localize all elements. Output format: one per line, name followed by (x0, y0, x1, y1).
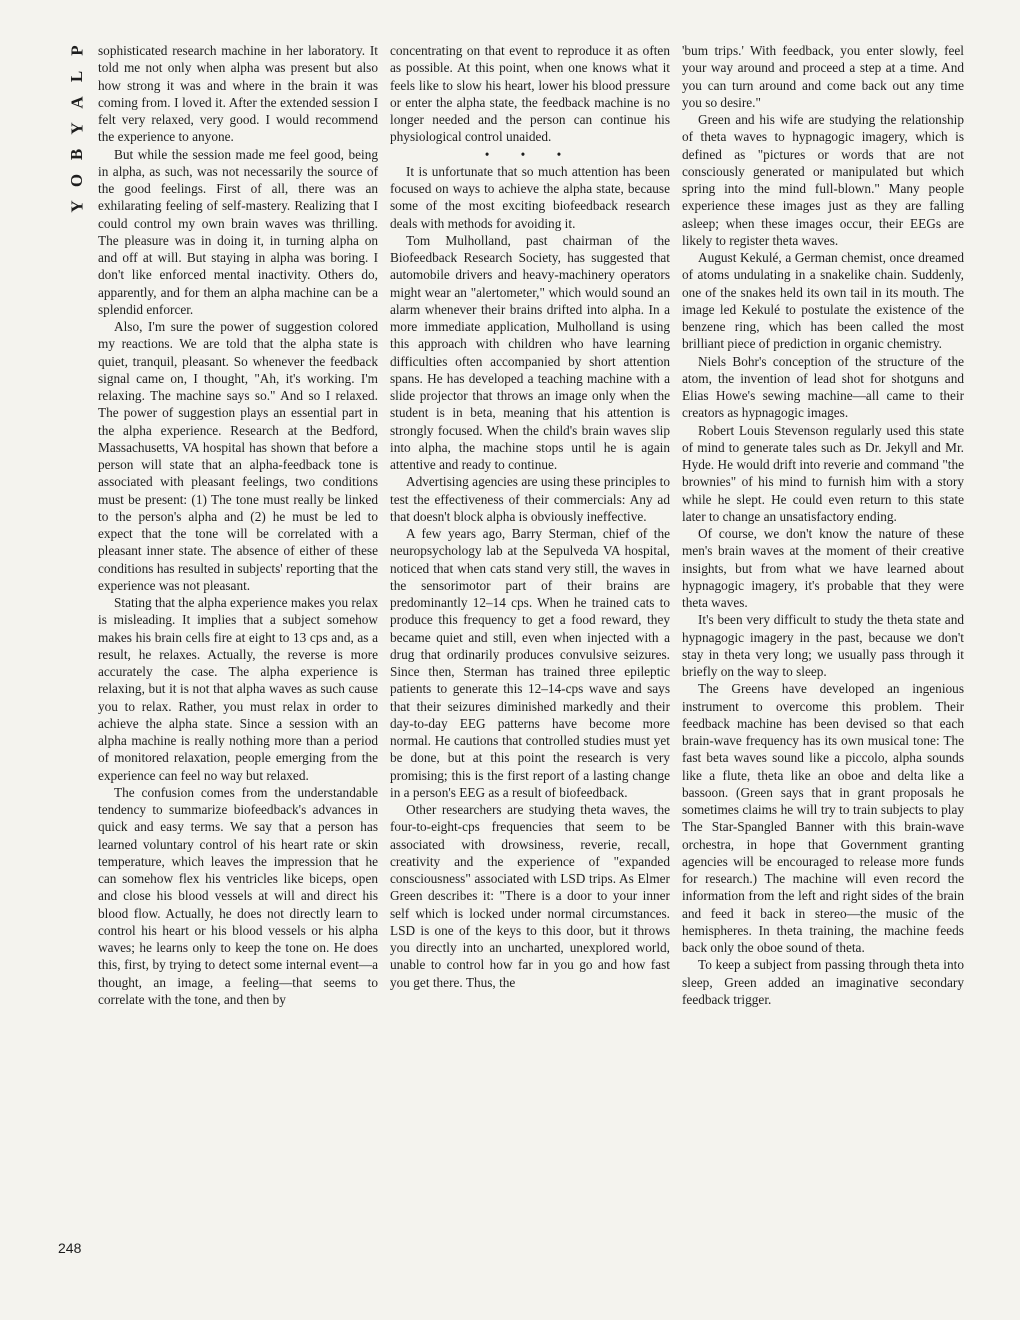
masthead-letter: P (67, 45, 87, 56)
paragraph: Also, I'm sure the power of suggestion colored my reactions. We are told that the alpha state is quiet, tranquil, pleasant. So whenever the feedback signal came on, I thought, "Ah, it's working. I'm relaxing. The machine says so." And so I relaxed. The power of suggestion plays an essential part in the alpha experience. Research at the Bedford, Massachusetts, VA hospital has shown that before a person will state that an alpha-feedback tone is associated with pleasant feelings, two conditions must be present: (1) The tone must really be linked to the person's alpha and (2) he must be led to expect that the tone will be correlated with a pleasant inner state. The absence of either of these conditions has resulted in subjects' reporting that the experience was not pleasant. (98, 319, 378, 593)
paragraph: Tom Mulholland, past chairman of the Biofeedback Research Society, has suggested that automobile drivers and heavy-machinery operators might wear an "alertometer," which would sound an alarm whenever their brains drifted into alpha. In a more immediate application, Mulholland is using this approach with children who have learning difficulties often accompanied by short attention spans. He has developed a teaching machine with a slide projector that throws an image only when the student is in beta, meaning that his attention is strongly focused. When the child's brain waves slip into alpha, the machine stops until he is again attentive and ready to continue. (390, 232, 670, 472)
paragraph: 'bum trips.' With feedback, you enter slowly, feel your way around and proceed a step at a time. And you can turn around and come back out any time you so desire." (682, 43, 964, 110)
paragraph: Niels Bohr's conception of the structure of the atom, the invention of lead shot for shotguns and Elias Howe's sewing machine—all came to their creators as hypnagogic images. (682, 353, 964, 421)
paragraph: The Greens have developed an ingenious instrument to overcome this problem. Their feedback machine has been devised so that each brain-wave frequency has its own musical tone: The fast beta waves sound like a piccolo, alpha sounds like a flute, theta like an oboe and delta like a bassoon. (Green says that in grant proposals he sometimes claims he will try to train subjects to play The Star-Spangled Banner with this brain-wave orchestra, in hope that Government granting agencies will be encouraged to release more funds for research.) The machine will even record the information from the left and right sides of the brain and feed it back in stereo—the music of the hemispheres. In theta training, the machine feeds back only the oboe sound of theta. (682, 681, 964, 955)
paragraph: To keep a subject from passing through theta into sleep, Green added an imaginative secondary feedback trigger. (682, 957, 964, 1007)
paragraph: A few years ago, Barry Sterman, chief of the neuropsychology lab at the Sepulveda VA hospital, noticed that when cats stand very still, the waves in the sensorimotor part of their brains are predominantly 12–14 cps. When he trained cats to produce this frequency to get a food reward, they became quiet and still, even when injected with a drug that ordinarily produces convulsive seizures. Since then, Sterman has trained three epileptic patients to generate this 12–14-cps wave and says that their seizures diminished markedly and their day-to-day EEG patterns have become more normal. He cautions that controlled studies must yet be done, but at this point the research is very promising; this is the first report of a lasting change in a person's EEG as a result of biofeedback. (390, 526, 670, 800)
masthead-letter: O (67, 173, 87, 188)
paragraph: Of course, we don't know the nature of these men's brain waves at the moment of their creative insights, but from what we have learned about hypnagogic imagery, it's probable that they were theta waves. (682, 526, 964, 610)
text-column-3 (682, 42, 964, 1008)
paragraph: But while the session made me feel good, being in alpha, as such, was not necessarily the source of the good feelings. First of all, there was an exhilarating feeling of self-mastery. Realizing that I could control my own brain waves was thrilling. The pleasure was in doing it, in turning alpha on and off at will. But staying in alpha was boring. I don't like enforced mental inactivity. Others do, apparently, and for them an alpha machine can be a splendid enforcer. (98, 146, 378, 317)
paragraph: August Kekulé, a German chemist, once dreamed of atoms undulating in a snakelike chain. Suddenly, one of the snakes held its own tail in its mouth. The image led Kekulé to postulate the existence of the benzene ring, which has been called the most brilliant piece of prediction in organic chemistry. (682, 250, 964, 352)
masthead-letter: Y (67, 122, 87, 135)
paragraph: Stating that the alpha experience makes you relax is misleading. It implies that a subject somehow makes his brain cells fire at eight to 13 cps and, as a result, he relaxes. Actually, the reverse is more accurately the case. The alpha experience is relaxing, but it is not that alpha waves as such cause you to relax. Rather, you must relax in order to achieve the alpha state. Since a session with an alpha machine is really nothing more than a period of monitored relaxation, people emerging from the experience can feel no way but relaxed. (98, 595, 378, 783)
page-number: 248 (58, 1240, 82, 1256)
playboy-masthead (64, 42, 90, 215)
masthead-letter: L (67, 70, 87, 83)
masthead-letter: B (67, 148, 87, 161)
section-separator: • • • (484, 146, 576, 162)
masthead-letter: A (67, 96, 87, 109)
paragraph: It's been very difficult to study the theta state and hypnagogic imagery in the past, because we don't stay in theta very long; we usually pass through it briefly on the way to sleep. (682, 612, 964, 679)
text-column-1 (98, 42, 378, 1008)
paragraph: concentrating on that event to reproduce it as often as possible. At this point, when one knows what it feels like to slow his heart, lower his blood pressure or enter the alpha state, the feedback machine is no longer needed and the person can continue his physiological control unaided. (390, 43, 670, 145)
paragraph: sophisticated research machine in her laboratory. It told me not only when alpha was present but also how strong it was and where in the brain it was coming from. I loved it. After the extended session I felt very relaxed, very good. I would recommend the experience to anyone. (98, 43, 378, 145)
paragraph: Advertising agencies are using these principles to test the effectiveness of their commercials: Any ad that doesn't block alpha is obviously ineffective. (390, 474, 670, 524)
paragraph: It is unfortunate that so much attention has been focused on ways to achieve the alpha state, because some of the most exciting biofeedback research deals with methods for avoiding it. (390, 163, 670, 231)
paragraph: Green and his wife are studying the relationship of theta waves to hypnagogic imagery, which is defined as "pictures or words that are not consciously generated or manipulated but which spring into the mind full-blown." Many people experience these images just as they are falling asleep; when these images occur, their EEGs are likely to register theta waves. (682, 112, 964, 248)
paragraph: The confusion comes from the understandable tendency to summarize biofeedback's advances in quick and easy terms. We say that a person has learned voluntary control of his heart rate or skin temperature, which leaves the impression that he can somehow flex his ventricles like biceps, open and close his blood vessels at will and direct his blood flow. Actually, he does not directly learn to control his heart or his blood vessels or his alpha waves; he learns only to keep the tone on. He does this, first, by trying to detect some internal event—a thought, an image, a feeling—that seems to correlate with the tone, and then by (98, 784, 378, 1007)
masthead-letter: Y (67, 200, 87, 213)
paragraph: Robert Louis Stevenson regularly used this state of mind to generate tales such as Dr. Jekyll and Mr. Hyde. He would drift into reverie and command "the brownies" of his mind to furnish him with a story while he slept. He could even return to this state later to change an unsatisfactory ending. (682, 422, 964, 524)
text-column-2 (390, 42, 670, 991)
paragraph: Other researchers are studying theta waves, the four-to-eight-cps frequencies that seem to be associated with drowsiness, reverie, recall, creativity and the experience of "expanded consciousness" associated with LSD trips. As Elmer Green describes it: "There is a door to your inner self which is locked under normal circumstances. LSD is one of the keys to this door, but it throws you directly into an uncharted, unexplored world, unable to control how far in you go and how fast you get there. Thus, the (390, 802, 670, 990)
